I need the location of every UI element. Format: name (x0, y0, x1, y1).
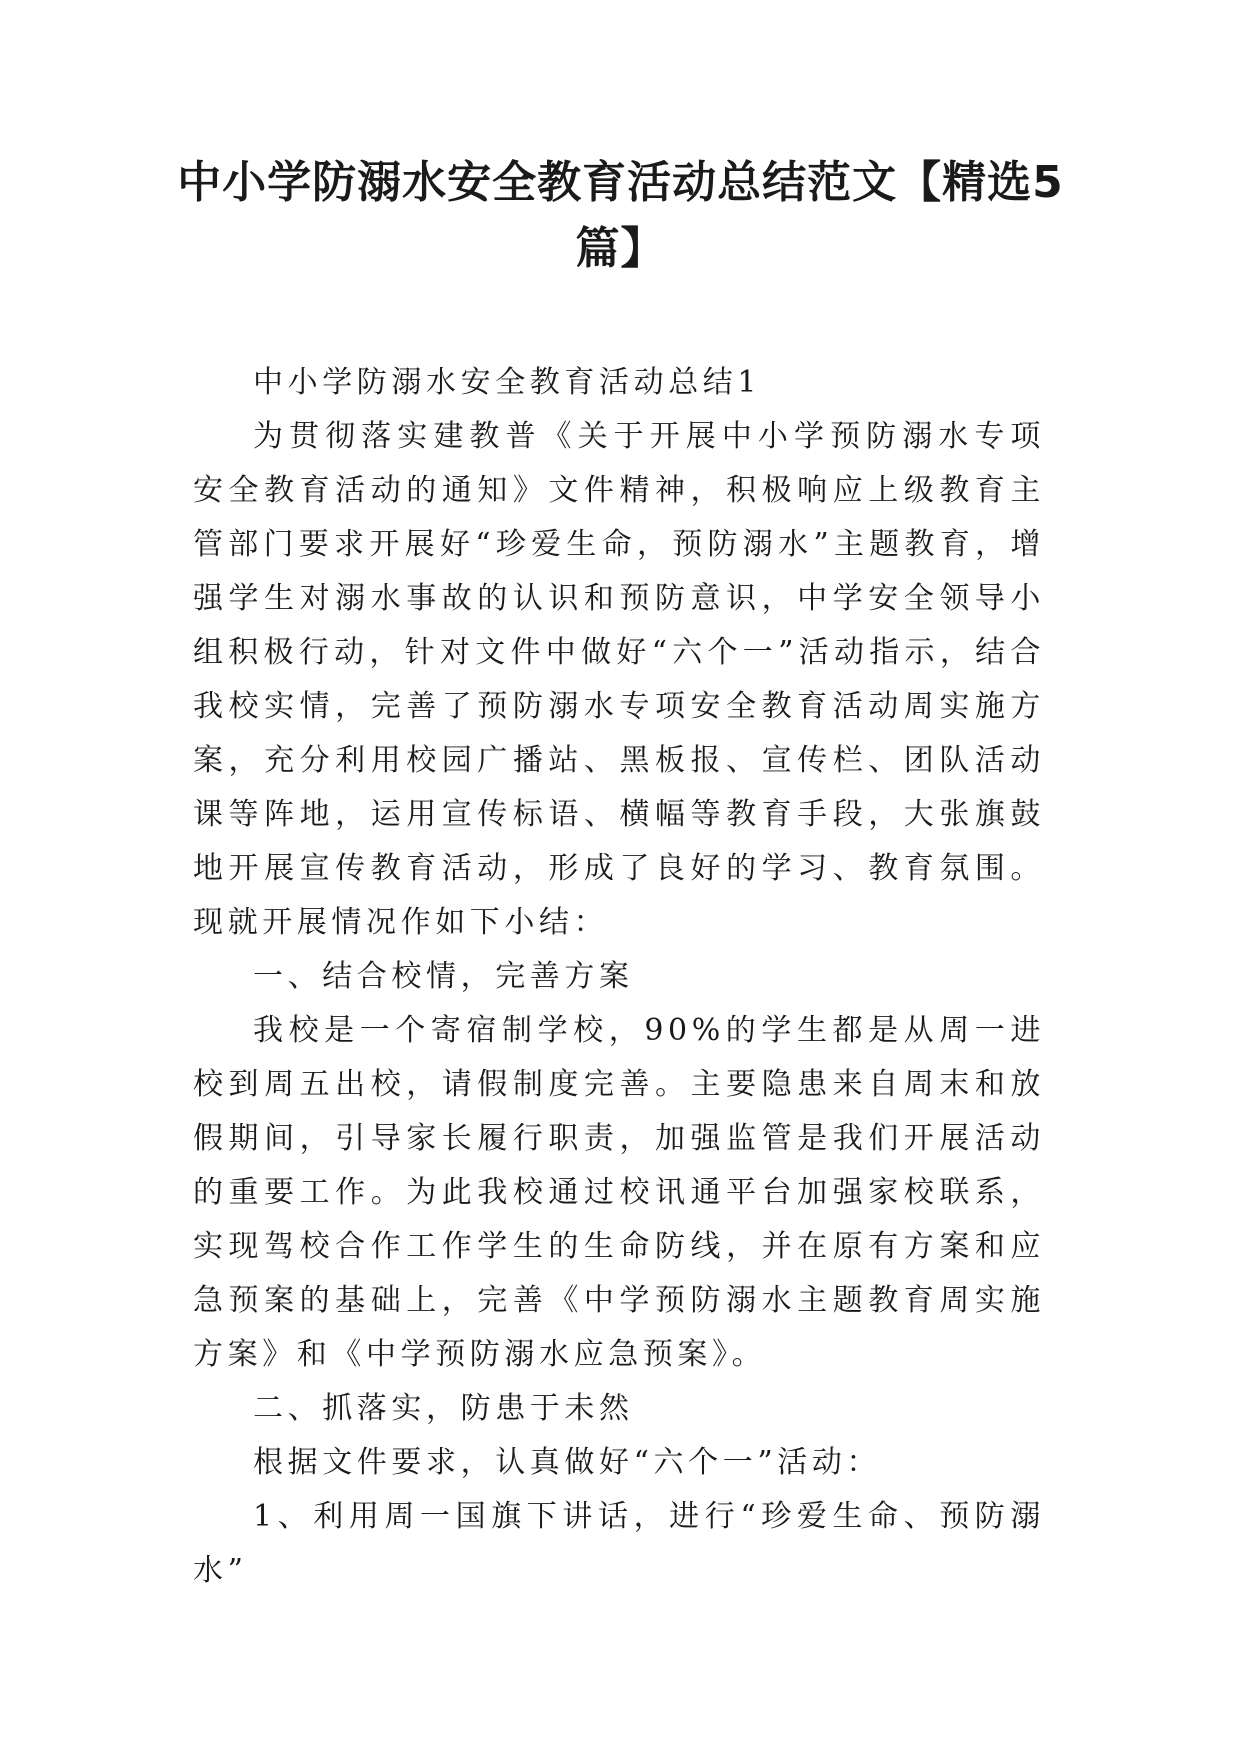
subsection-heading: 二、抓落实，防患于未然 (253, 1391, 634, 1426)
section-heading: 中小学防溺水安全教育活动总结1 (253, 365, 762, 400)
document-title: 中小学防溺水安全教育活动总结范文【精选5篇】 (177, 157, 1064, 274)
paragraph: 1、利用周一国旗下讲话，进行“珍爱生命、预防溺水” (193, 1499, 1045, 1588)
paragraph: 为贯彻落实建教普《关于开展中小学预防溺水专项安全教育活动的通知》文件精神，积极响应上级教育主管部门要求开展好“珍爱生命，预防溺水”主题教育，增强学生对溺水事故的认识和预防意识，中学安全领导小组积极行动，针对文件中做好“六个一”活动指示，结合我校实情，完善了预防溺水专项安全教育活动周实施方案，充分利用校园广播站、黑板报、宣传栏、团队活动课等阵地，运用宣传标语、横幅等教育手段，大张旗鼓地开展宣传教育活动，形成了良好的学习、教育氛围。现就开展情况作如下小结： (193, 419, 1045, 940)
paragraph: 根据文件要求，认真做好“六个一”活动： (253, 1445, 882, 1480)
subsection-heading: 一、结合校情，完善方案 (253, 959, 634, 994)
paragraph: 我校是一个寄宿制学校，90%的学生都是从周一进校到周五出校，请假制度完善。主要隐患来自周末和放假期间，引导家长履行职责，加强监管是我们开展活动的重要工作。为此我校通过校讯通平台加强家校联系，实现驾校合作工作学生的生命防线，并在原有方案和应急预案的基础上，完善《中学预防溺水主题教育周实施方案》和《中学预防溺水应急预案》。 (193, 1013, 1045, 1372)
document-body (193, 356, 1045, 1598)
